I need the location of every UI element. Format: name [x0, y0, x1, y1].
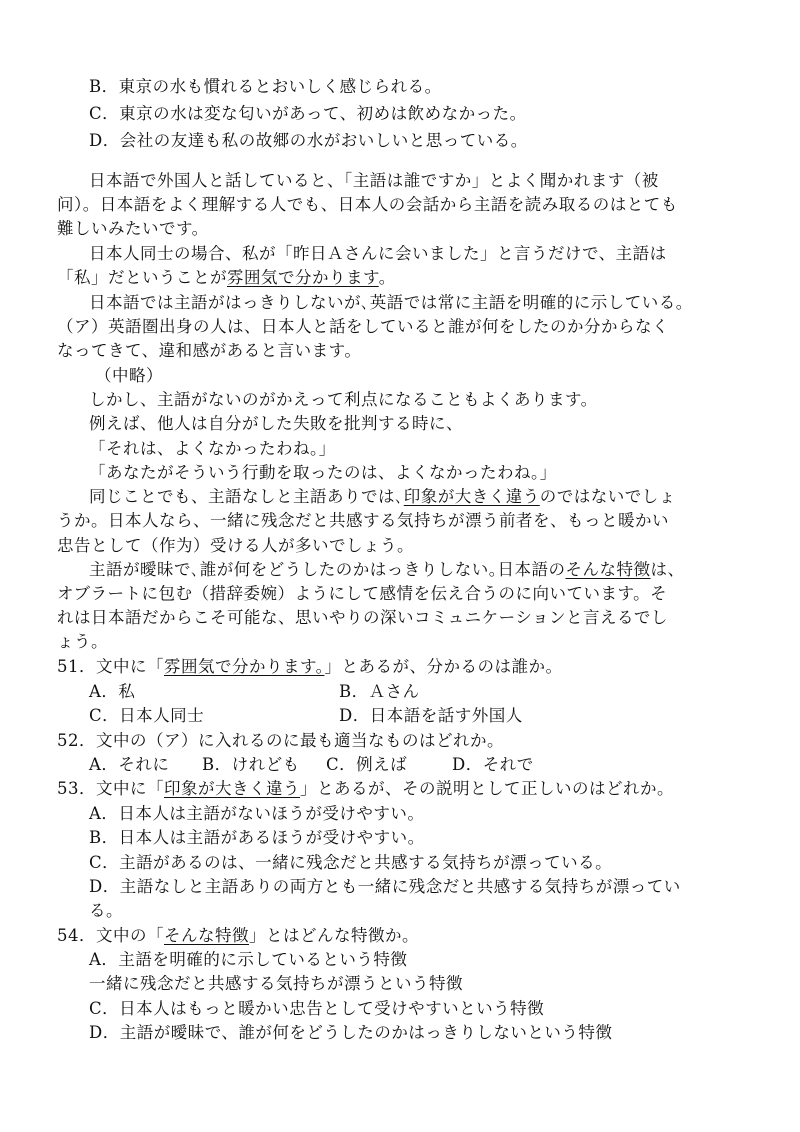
question-54-stem [57, 925, 419, 947]
omission-marker: （中略） [95, 366, 163, 385]
prev-option-b: B．東京の水も慣れるとおいしく感じられる。 [89, 77, 442, 96]
q52-option-b[interactable]: B．けれども [202, 755, 300, 774]
q54-option-c[interactable]: C．日本人はもっと暖かい忠告として受けやすいという特徴 [89, 999, 545, 1018]
question-51-stem [57, 656, 562, 678]
passage-text: は、 [650, 560, 685, 579]
prev-option-c: C．東京の水は変な匂いがあって、初めは飲めなかった。 [89, 104, 527, 123]
question-52-stem: 52．文中の（ア）に入れるのに最も適当なものはどれか。 [57, 731, 504, 750]
underlined-phrase: 印象が大きく違う [164, 779, 300, 798]
passage-text: のではないでしょ [539, 487, 676, 506]
passage-line: 日本語で外国人と話していると、「主語は誰ですか」とよく聞かれます（被 [89, 171, 659, 190]
passage-line: 日本語では主語がはっきりしないが､英語では常に主語を明確的に示している。 [89, 293, 693, 312]
passage-line [57, 267, 396, 289]
q53-option-a[interactable]: A．日本人は主語がないほうが受けやすい。 [89, 804, 425, 823]
passage-line: オブラートに包む（措辞委婉）ようにして感情を伝え合うのに向いています。そ [57, 584, 668, 603]
q54-option-b[interactable]: 一緒に残念だと共感する気持ちが漂うという特徴 [89, 974, 463, 993]
question-text: 54．文中の「 [57, 926, 164, 945]
q53-option-d[interactable]: D．主語なしと主語ありの両方とも一緒に残念だと共感する気持ちが漂ってい [89, 877, 681, 896]
underlined-phrase: 印象が大きく違う [403, 487, 540, 506]
passage-line: 忠告として（作为）受ける人が多いでしょう。 [57, 536, 414, 555]
passage-line: れは日本語だからこそ可能な、思いやりの深いコミュニケーションと言えるでし [57, 608, 668, 627]
q54-option-a[interactable]: A．主語を明確的に示しているという特徴 [89, 950, 408, 969]
q51-option-a[interactable]: A．私 [89, 682, 136, 701]
passage-line [89, 486, 676, 508]
passage-line [89, 559, 685, 581]
passage-text: 同じことでも、主語なしと主語ありでは､ [89, 487, 404, 506]
underlined-phrase: 雰囲気で分かります。 [164, 657, 325, 676]
passage-text: 主語が曖昧で､誰が何をどうしたのかはっきりしない｡日本語の [89, 560, 566, 579]
q52-option-d[interactable]: D．それで [452, 755, 534, 774]
passage-line: 日本人同士の場合、私が「昨日Ａさんに会いました」と言うだけで、主語は [89, 244, 667, 263]
passage-line: ょう。 [57, 632, 108, 651]
passage-line: 问）。日本語をよく理解する人でも、日本人の会話から主語を読み取るのはとても [57, 195, 678, 214]
q52-option-c[interactable]: C．例えば [326, 755, 408, 774]
passage-text: 。 [378, 268, 396, 287]
passage-text: 「私」だということが [57, 268, 227, 287]
q51-option-b[interactable]: B．Ａさん [339, 682, 420, 701]
underlined-phrase: そんな特徴 [164, 926, 249, 945]
q51-option-d[interactable]: D．日本語を話す外国人 [339, 706, 523, 725]
quote-line: 「あなたがそういう行動を取ったのは、よくなかったわね。」 [89, 463, 557, 482]
underlined-phrase: そんな特徴 [565, 560, 651, 579]
question-text: 」とはどんな特徴か。 [249, 926, 419, 945]
q53-option-d-cont: る。 [89, 901, 123, 920]
question-53-stem [57, 778, 674, 800]
question-text: 51．文中に「 [57, 657, 164, 676]
q53-option-c[interactable]: C．主語があるのは、一緒に残念だと共感する気持ちが漂っている。 [89, 853, 613, 872]
q52-option-a[interactable]: A．それに [89, 755, 170, 774]
underlined-phrase: 雰囲気で分かります [227, 268, 379, 287]
question-text: 」とあるが、分かるのは誰か。 [324, 657, 563, 676]
quote-line: 「それは、よくなかったわね。」 [89, 439, 336, 458]
passage-line: （ア）英語圏出身の人は、日本人と話をしていると誰が何をしたのか分からなく [57, 317, 669, 336]
question-text: 」とあるが、その説明として正しいのはどれか。 [300, 779, 674, 798]
passage-line: うか。日本人なら、一緒に残念だと共感する気持ちが漂う前者を、もっと暖かい [57, 511, 669, 530]
q51-option-c[interactable]: C．日本人同士 [89, 706, 205, 725]
question-text: 53．文中に「 [57, 779, 164, 798]
passage-line: しかし、主語がないのがかえって利点になることもよくあります。 [89, 390, 598, 409]
prev-option-d: D．会社の友達も私の故郷の水がおいしいと思っている。 [89, 131, 528, 150]
passage-line: なってきて、違和感があると言います。 [57, 341, 362, 360]
passage-line: 例えば、他人は自分がした失敗を批判する時に、 [89, 414, 463, 433]
passage-line: 難しいみたいです。 [57, 219, 209, 238]
q54-option-d[interactable]: D．主語が曖昧で、誰が何をどうしたのかはっきりしないという特徴 [89, 1023, 613, 1042]
q53-option-b[interactable]: B．日本人は主語があるほうが受けやすい。 [89, 828, 425, 847]
